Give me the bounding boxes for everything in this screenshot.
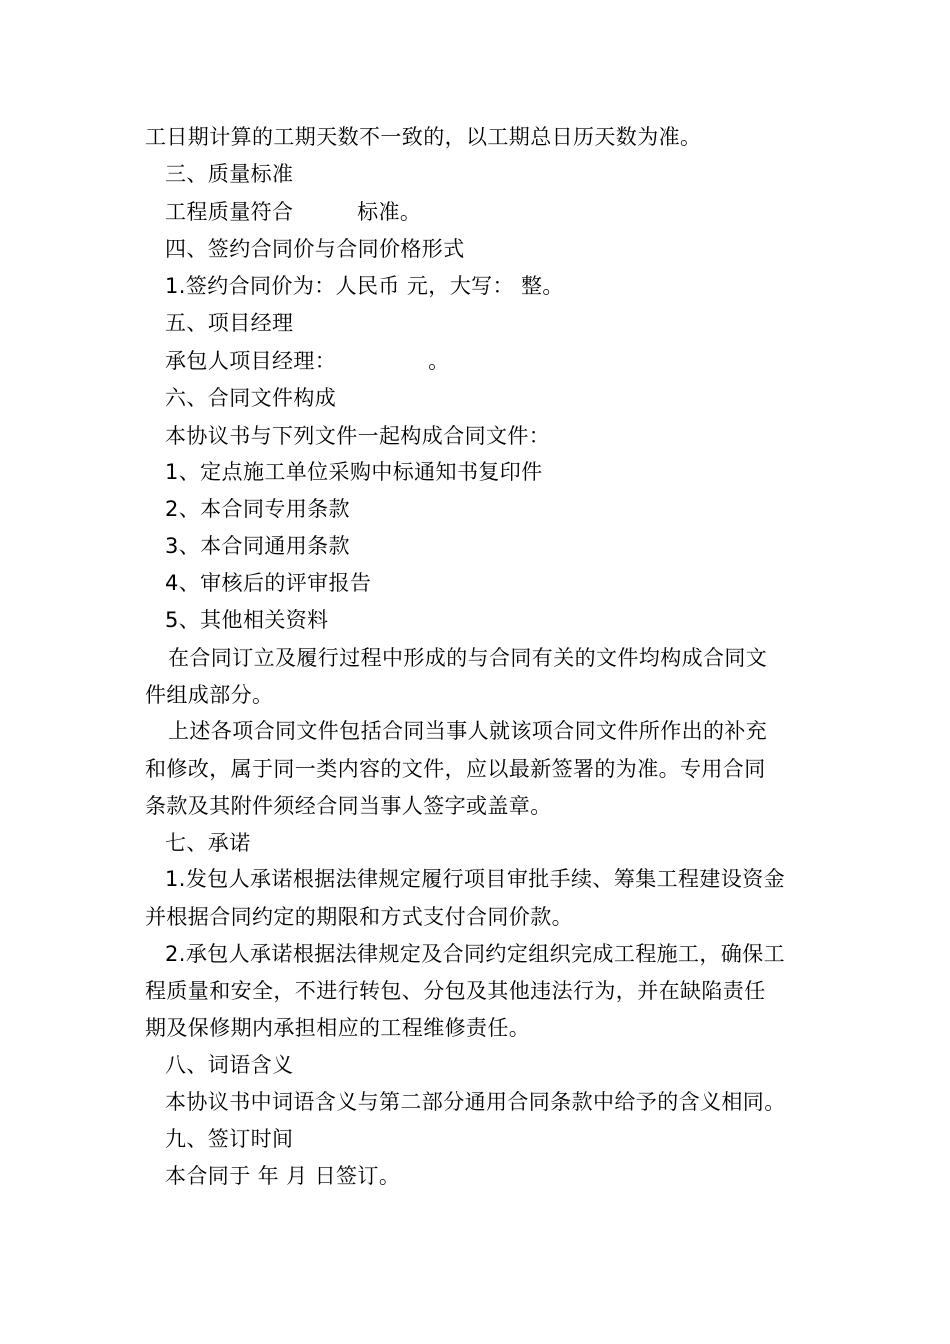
text-line: 工程质量符合 标准。 xyxy=(165,200,422,224)
list-item: 2、本合同专用条款 xyxy=(165,497,350,521)
text-line: 本协议书中词语含义与第二部分通用合同条款中给予的含义相同。 xyxy=(165,1090,786,1114)
list-item: 1、定点施工单位采购中标通知书复印件 xyxy=(165,460,543,484)
list-item: 3、本合同通用条款 xyxy=(165,534,350,558)
section-heading: 四、签约合同价与合同价格形式 xyxy=(165,237,465,261)
list-item: 4、审核后的评审报告 xyxy=(165,571,372,595)
list-item: 5、其他相关资料 xyxy=(165,608,329,632)
text-line: 条款及其附件须经合同当事人签字或盖章。 xyxy=(145,794,552,818)
text-line: 在合同订立及履行过程中形成的与合同有关的文件均构成合同文 xyxy=(168,646,768,670)
text-line: 1.签约合同价为：人民币 元，大写： 整。 xyxy=(165,274,564,298)
section-heading: 八、词语含义 xyxy=(165,1053,294,1077)
text-line: 并根据合同约定的期限和方式支付合同价款。 xyxy=(145,905,573,929)
text-line: 程质量和安全，不进行转包、分包及其他违法行为，并在缺陷责任 xyxy=(145,979,766,1003)
text-line: 件组成部分。 xyxy=(145,683,274,707)
text-line: 本合同于 年 月 日签订。 xyxy=(165,1164,401,1188)
section-heading: 七、承诺 xyxy=(165,831,251,855)
text-line: 工日期计算的工期天数不一致的，以工期总日历天数为准。 xyxy=(145,125,702,149)
text-line: 期及保修期内承担相应的工程维修责任。 xyxy=(145,1016,531,1040)
section-heading: 五、项目经理 xyxy=(165,311,294,335)
section-heading: 九、签订时间 xyxy=(165,1127,294,1151)
text-line: 1.发包人承诺根据法律规定履行项目审批手续、筹集工程建设资金 xyxy=(165,867,786,891)
text-line: 2.承包人承诺根据法律规定及合同约定组织完成工程施工，确保工 xyxy=(165,942,786,966)
text-line: 上述各项合同文件包括合同当事人就该项合同文件所作出的补充 xyxy=(168,719,768,743)
text-line: 和修改，属于同一类内容的文件，应以最新签署的为准。专用合同 xyxy=(145,757,766,781)
section-heading: 六、合同文件构成 xyxy=(165,386,337,410)
section-heading: 三、质量标准 xyxy=(165,162,294,186)
text-line: 承包人项目经理： 。 xyxy=(165,349,450,373)
text-line: 本协议书与下列文件一起构成合同文件： xyxy=(165,424,551,448)
